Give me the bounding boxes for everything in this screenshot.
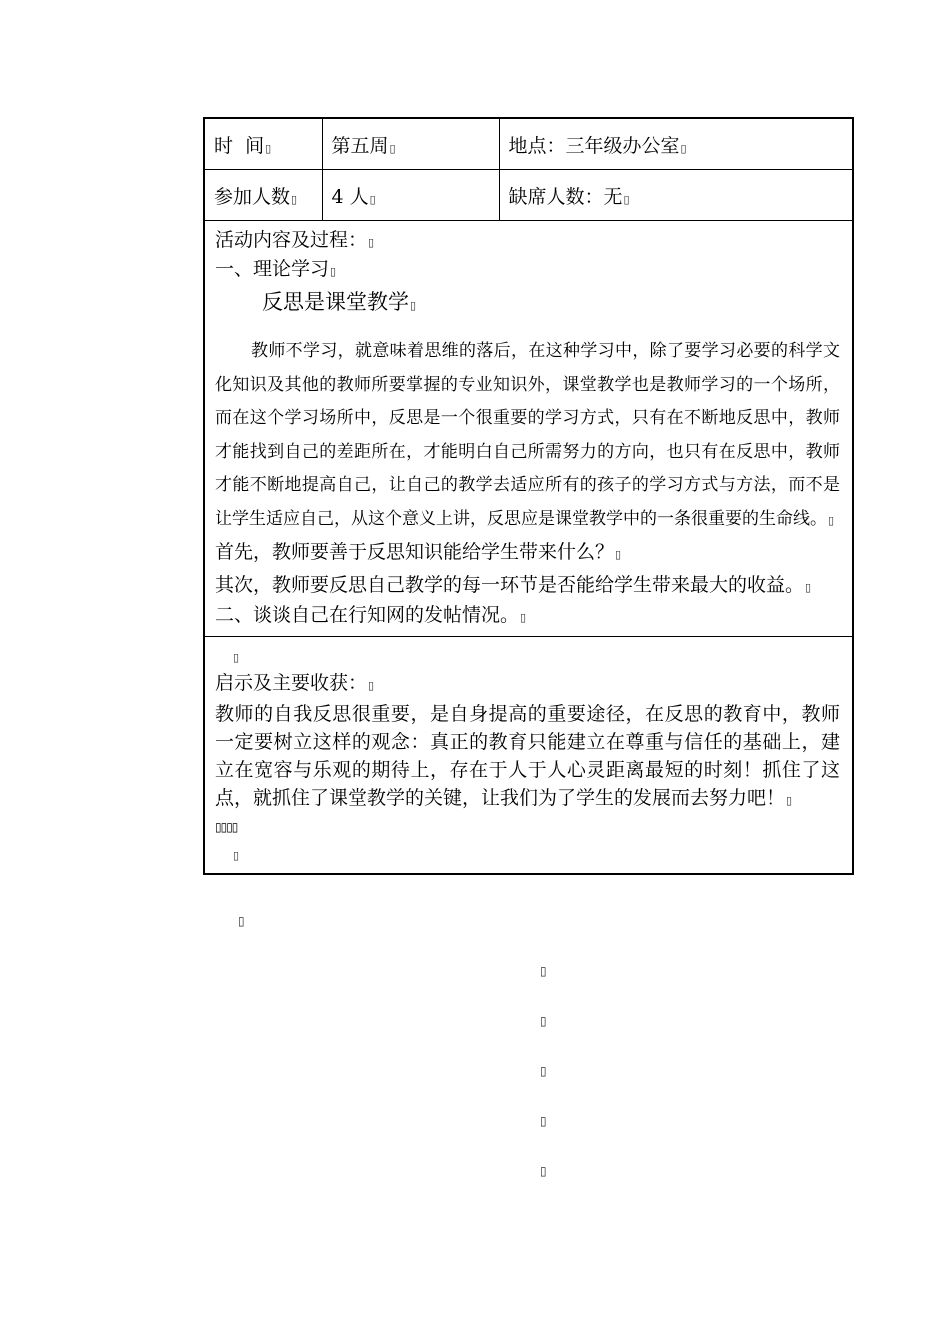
content-heading: 活动内容及过程： <box>215 229 368 251</box>
table-row-gains <box>204 637 853 875</box>
second-point: 其次，教师要反思自己教学的每一环节是否能给学生带来最大的收益。 <box>215 574 805 596</box>
section1-title: 一、理论学习 <box>215 258 330 280</box>
gains-cell: ▯ 启示及主要收获：▯ 教师的自我反思很重要，是自身提高的重要途径，在反思的教育中，教师一定要树立这样的观念：真正的教育只能建立在尊重与信任的基础上，建立在宽容与乐观的期待上，存在于人于人心灵距离最短的时刻！抓住了这点，就抓住了课堂教学的关键，让我们为了学生的发展而去努力吧！▯ ▯▯▯▯ ▯ <box>204 637 853 875</box>
essay-title: 反思是课堂教学 <box>262 290 409 314</box>
essay-paragraph: 教师不学习，就意味着思维的落后，在这种学习中，除了要学习必要的科学文化知识及其他的教师所要掌握的专业知识外，课堂教学也是教师学习的一个场所，而在这个学习场所中，反思是一个很重要的学习方式，只有在不断地反思中，教师才能找到自己的差距所在，才能明白自己所需努力的方向，也只有在反思中，教师才能不断地提高自己，让自己的教学去适应所有的孩子的学习方式与方法，而不是让学生适应自己，从这个意义上讲，反思应是课堂教学中的一条很重要的生命线。 <box>215 341 840 529</box>
week-cell: 第五周▯ <box>322 118 499 170</box>
attendees-label-cell: 参加人数▯ <box>204 170 322 221</box>
gains-heading: 启示及主要收获： <box>215 672 368 694</box>
table-row-content <box>204 221 853 637</box>
table-row-time <box>204 118 853 170</box>
empty-line-mark: ▯ <box>540 1014 547 1028</box>
place-cell: 地点：三年级办公室▯ <box>499 118 853 170</box>
table-row-attendance <box>204 170 853 221</box>
attendees-count-cell: 4 人▯ <box>322 170 499 221</box>
content-cell: 活动内容及过程：▯ 一、理论学习▯ 反思是课堂教学▯ 教师不学习，就意味着思维的落后，在这种学习中，除了要学习必要的科学文化知识及其他的教师所要掌握的专业知识外，课堂教学也是教师学习的一个场所，而在这个学习场所中，反思是一个很重要的学习方式，只有在不断地反思中，教师才能找到自己的差距所在，才能明白自己所需努力的方向，也只有在反思中，教师才能不断地提高自己，让自己的教学去适应所有的孩子的学习方式与方法，而不是让学生适应自己，从这个意义上讲，反思应是课堂教学中的一条很重要的生命线。▯ 首先，教师要善于反思知识能给学生带来什么？▯ 其次，教师要反思自己教学的每一环节是否能给学生带来最大的收益。▯ 二、谈谈自己在行知网的发帖情况。▯ <box>204 221 853 637</box>
empty-line-mark: ▯ <box>540 1164 547 1178</box>
empty-line-mark: ▯ <box>540 964 547 978</box>
first-point: 首先，教师要善于反思知识能给学生带来什么？ <box>215 541 615 563</box>
empty-line-mark: ▯ <box>540 1114 547 1128</box>
placeholder-marks: ▯▯▯▯ <box>215 820 238 834</box>
time-label-cell: 时 间▯ <box>204 118 322 170</box>
section2-title: 二、谈谈自己在行知网的发帖情况。 <box>215 604 520 626</box>
activity-record-table <box>203 117 854 875</box>
empty-line-mark: ▯ <box>540 1064 547 1078</box>
gains-text: 教师的自我反思很重要，是自身提高的重要途径，在反思的教育中，教师一定要树立这样的观念：真正的教育只能建立在尊重与信任的基础上，建立在宽容与乐观的期待上，存在于人于人心灵距离最短的时刻！抓住了这点，就抓住了课堂教学的关键，让我们为了学生的发展而去努力吧！ <box>215 703 840 809</box>
absent-cell: 缺席人数：无▯ <box>499 170 853 221</box>
empty-line-mark: ▯ <box>238 914 245 928</box>
